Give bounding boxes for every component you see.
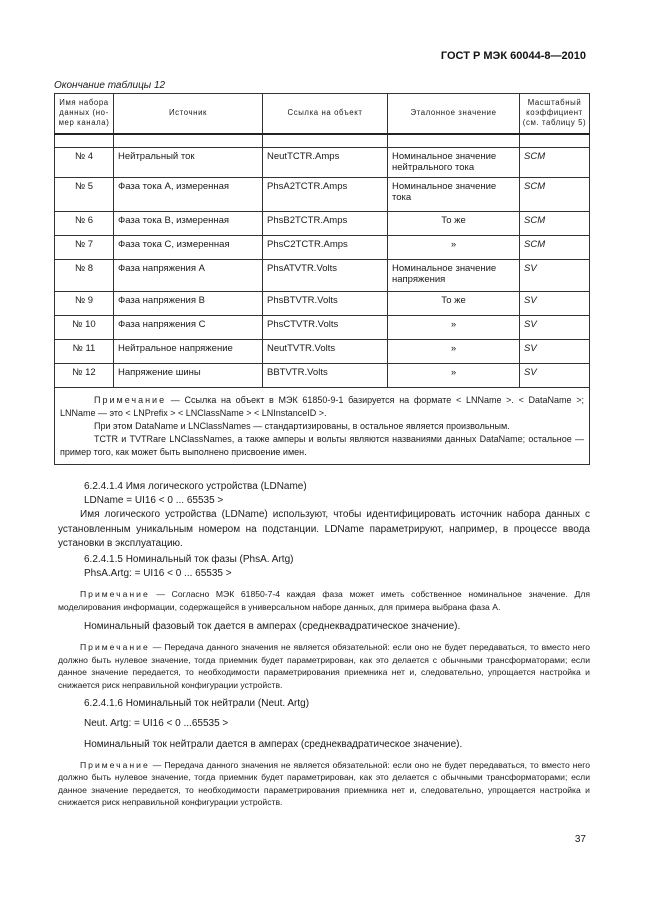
table-caption: Окончание таблицы 12: [54, 80, 166, 91]
cell-reference-value: Номинальное значение тока: [388, 177, 520, 211]
cell-source: Фаза напряжения С: [114, 315, 263, 339]
note-label: Примечание: [80, 589, 150, 600]
cell-source: Нейтральное напряжение: [114, 339, 263, 363]
spacer-cell: [55, 134, 114, 148]
cell-reference-value: То же: [388, 291, 520, 315]
cell-dataset: № 12: [55, 363, 114, 387]
paragraph: Номинальный ток нейтрали дается в амперах (среднеквадратическое значение).: [84, 738, 463, 750]
cell-reference-value: »: [388, 363, 520, 387]
column-header-scale-factor: Масштабный коэффициент (см. таблицу 5): [520, 94, 590, 134]
cell-reference-value: »: [388, 315, 520, 339]
table-row: [55, 339, 590, 363]
cell-source: Фаза тока С, измеренная: [114, 235, 263, 259]
spacer-cell: [114, 134, 263, 148]
section-title: 6.2.4.1.6 Номинальный ток нейтрали (Neut. Artg): [84, 698, 310, 710]
note-text: — Передача данного значения не является обязательной: если оно не будет передаваться, то вместо него должно быть нулевое значение, тогда приемник будет параметрирован, как это делается с обычными трансформаторами; если данное значение передается, то необходимости параметрирования приемника нет и, следовательно, упрощается настройка и снижается риск неправильной конфигурации устройств.: [58, 759, 590, 808]
table-note-row: [55, 387, 590, 464]
cell-scale-factor: SCM: [520, 177, 590, 211]
cell-reference: PhsA2TCTR.Amps: [263, 177, 388, 211]
column-header-reference: Ссылка на объект: [263, 94, 388, 134]
cell-scale-factor: SV: [520, 363, 590, 387]
note-text: — Согласно МЭК 61850-7-4 каждая фаза может иметь собственное номинальное значение. Для моделирования информации, содержащейся в универсальном наборе данных, для примера выбрана фаза А.: [58, 589, 590, 612]
note-text: — Передача данного значения не является обязательной: если оно не будет передаваться, то вместо него должно быть нулевое значение, тогда приемник будет параметрирован, как это делается с обычными трансформаторами; если данное значение передается, то необходимости параметрирования приемника нет и, следовательно, упрощается настройка и снижается риск неправильной конфигурации устройств.: [58, 642, 590, 690]
cell-dataset: № 5: [55, 177, 114, 211]
formula: PhsA.Artg: = UI16 < 0 ... 65535 >: [84, 568, 232, 580]
column-header-dataset: Имя набора данных (но- мер канала): [55, 94, 114, 134]
note: [58, 641, 590, 691]
cell-reference: PhsCTVTR.Volts: [263, 315, 388, 339]
cell-scale-factor: SCM: [520, 235, 590, 259]
cell-reference: PhsATVTR.Volts: [263, 259, 388, 291]
cell-scale-factor: SCM: [520, 211, 590, 235]
table-note: [55, 387, 590, 464]
table-row: [55, 291, 590, 315]
cell-source: Фаза тока А, измеренная: [114, 177, 263, 211]
paragraph: Номинальный фазовый ток дается в амперах (среднеквадратическое значение).: [84, 621, 461, 633]
section-title: 6.2.4.1.5 Номинальный ток фазы (PhsA. Artg): [84, 553, 294, 565]
cell-reference-value: То же: [388, 211, 520, 235]
formula: LDName = UI16 < 0 ... 65535 >: [84, 495, 224, 507]
note-label: Примечание: [80, 759, 150, 770]
spacer-cell: [263, 134, 388, 148]
note-label: Примечание: [80, 642, 150, 653]
paragraph: Имя логического устройства (LDName) используют, чтобы идентифицировать источник набора данных с установленным уникальным номером на подстанции. LDName параметрируют, например, в процессе ввода установки в эксплуатацию.: [58, 509, 590, 549]
cell-reference: NeutTCTR.Amps: [263, 147, 388, 177]
cell-reference-value: Номинальное значение напряжения: [388, 259, 520, 291]
cell-scale-factor: SV: [520, 339, 590, 363]
table-row: [55, 363, 590, 387]
cell-source: Нейтральный ток: [114, 147, 263, 177]
cell-scale-factor: SV: [520, 315, 590, 339]
note: [58, 588, 590, 613]
table-row: [55, 315, 590, 339]
table-row: [55, 211, 590, 235]
cell-dataset: № 4: [55, 147, 114, 177]
note: [58, 759, 590, 809]
note-line: [60, 394, 584, 420]
section-title: 6.2.4.1.4 Имя логического устройства (LDName): [84, 481, 307, 492]
cell-reference-value: »: [388, 339, 520, 363]
cell-scale-factor: SV: [520, 291, 590, 315]
spacer-cell: [520, 134, 590, 148]
cell-reference-value: »: [388, 235, 520, 259]
cell-reference: BBTVTR.Volts: [263, 363, 388, 387]
spacer-cell: [388, 134, 520, 148]
cell-scale-factor: SV: [520, 259, 590, 291]
note-text: — Ссылка на объект в МЭК 61850-9-1 базируется на формате < LNName >. < DataName >; LNName — это < LNPrefix > < LNClassName > < LNInstanceID >.: [60, 394, 584, 418]
note-label: Примечание: [94, 394, 167, 405]
table-row: [55, 147, 590, 177]
cell-reference: NeutTVTR.Volts: [263, 339, 388, 363]
formula: Neut. Artg: = UI16 < 0 ...65535 >: [84, 718, 229, 730]
cell-dataset: № 9: [55, 291, 114, 315]
column-header-reference-value: Эталонное значение: [388, 94, 520, 134]
table-row: [55, 235, 590, 259]
table-row: [55, 177, 590, 211]
cell-reference: PhsB2TCTR.Amps: [263, 211, 388, 235]
cell-dataset: № 11: [55, 339, 114, 363]
cell-source: Напряжение шины: [114, 363, 263, 387]
cell-source: Фаза напряжения В: [114, 291, 263, 315]
table-spacer-row: [55, 134, 590, 148]
column-header-source: Источник: [114, 94, 263, 134]
document-header: ГОСТ Р МЭК 60044-8—2010: [440, 50, 586, 62]
cell-reference: PhsC2TCTR.Amps: [263, 235, 388, 259]
cell-source: Фаза напряжения А: [114, 259, 263, 291]
cell-source: Фаза тока В, измеренная: [114, 211, 263, 235]
cell-dataset: № 7: [55, 235, 114, 259]
section-ldname: [58, 480, 590, 809]
cell-scale-factor: SCM: [520, 147, 590, 177]
page-number: 37: [574, 834, 586, 845]
cell-reference-value: Номинальное значение нейтрального тока: [388, 147, 520, 177]
cell-dataset: № 6: [55, 211, 114, 235]
note-line: TCTR и TVTRare LNClassNames, а также амперы и вольты являются названиями данных DataName; остальное — пример того, как может быть выполнено присвоение имен.: [60, 433, 584, 457]
cell-reference: PhsBTVTR.Volts: [263, 291, 388, 315]
data-table: [54, 93, 590, 465]
cell-dataset: № 8: [55, 259, 114, 291]
table-row: [55, 259, 590, 291]
note-line: При этом DataName и LNClassNames — стандартизированы, в остальное является произвольным.: [94, 420, 510, 431]
cell-dataset: № 10: [55, 315, 114, 339]
